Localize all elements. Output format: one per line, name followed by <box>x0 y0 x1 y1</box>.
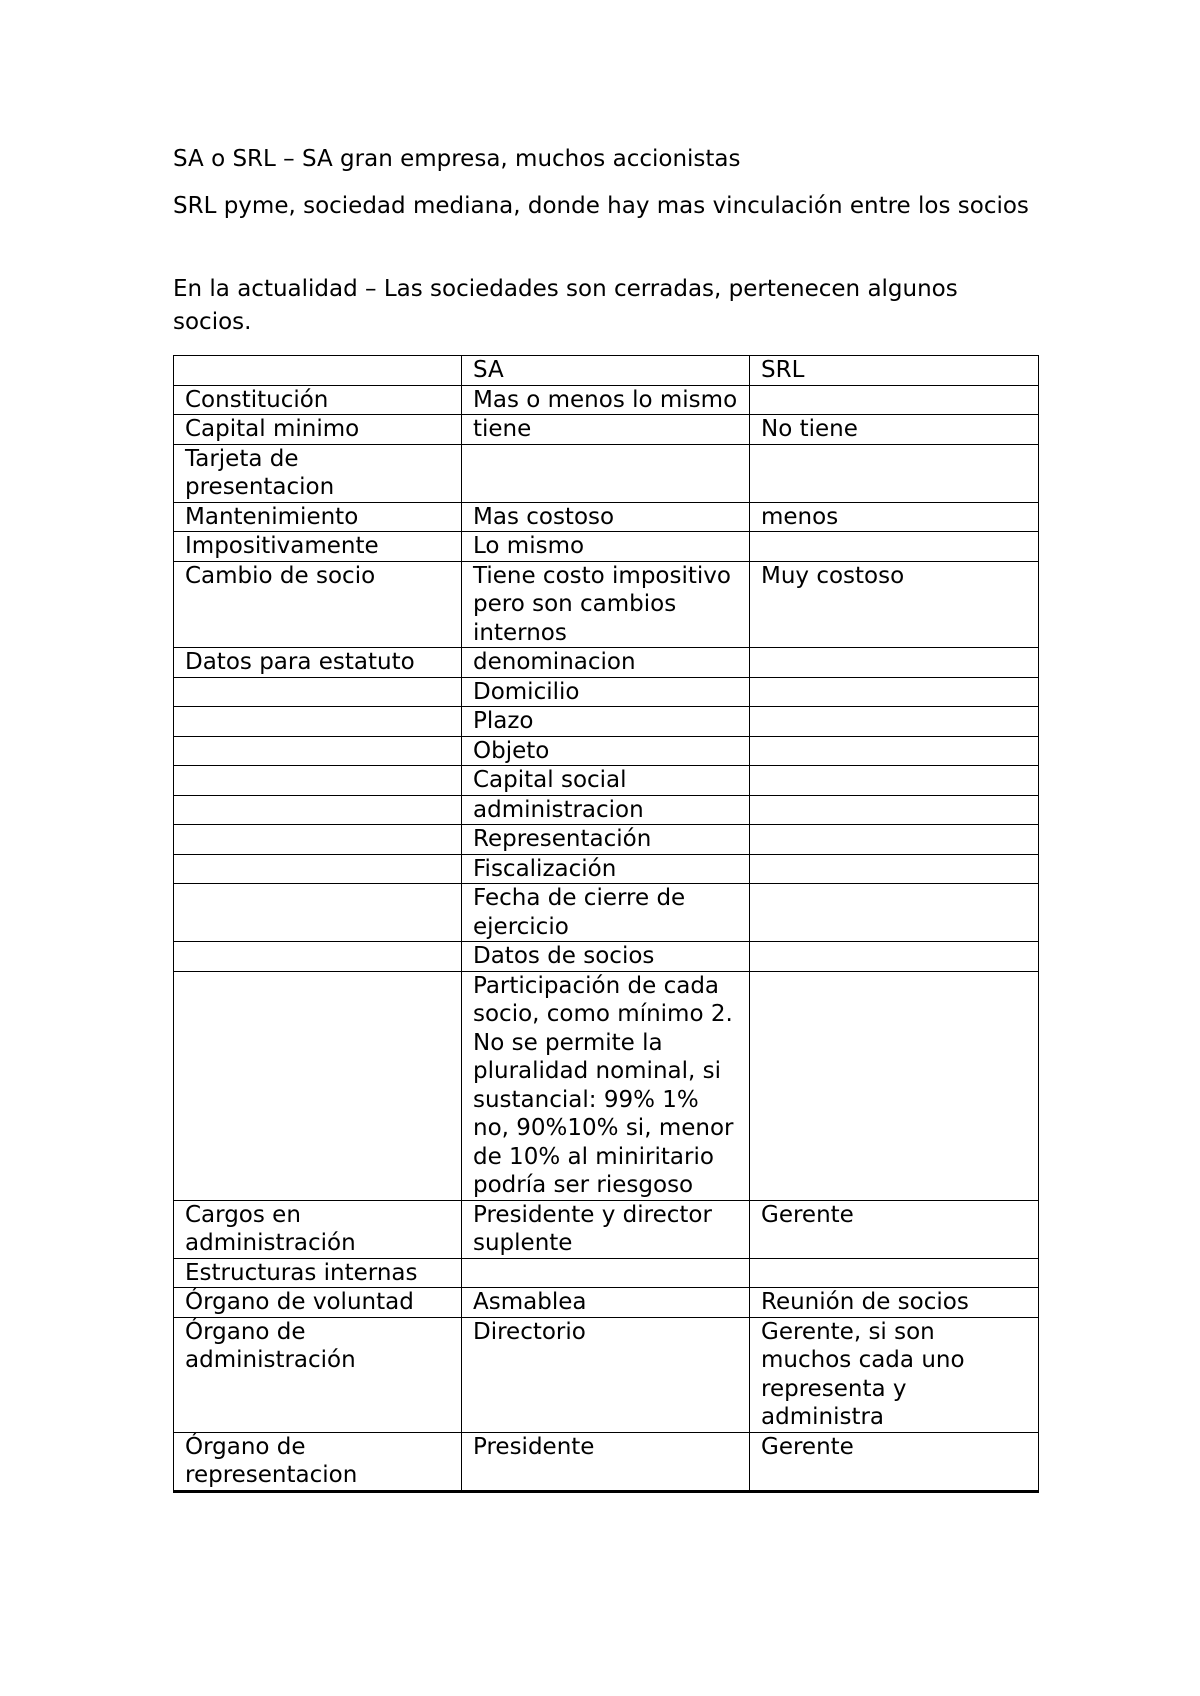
table-header-row <box>174 356 1039 386</box>
row-label-cell: Estructuras internas <box>174 1258 462 1288</box>
sa-cell: Tiene costo impositivo pero son cambios internos <box>462 561 750 648</box>
intro-paragraph-3: En la actualidad – Las sociedades son cerradas, pertenecen algunos socios. <box>173 276 958 335</box>
table-row <box>174 1317 1039 1432</box>
row-label-cell <box>174 825 462 855</box>
sa-cell: denominacion <box>462 648 750 678</box>
srl-cell <box>750 444 1039 502</box>
sa-cell: Capital social <box>462 766 750 796</box>
srl-cell <box>750 532 1039 562</box>
srl-cell <box>750 385 1039 415</box>
sa-cell: Domicilio <box>462 677 750 707</box>
intro-paragraph-2: SRL pyme, sociedad mediana, donde hay mas vinculación entre los socios <box>173 193 1029 219</box>
intro-paragraph-1: SA o SRL – SA gran empresa, muchos accionistas <box>173 146 741 172</box>
srl-cell: Reunión de socios <box>750 1288 1039 1318</box>
row-label-cell <box>174 707 462 737</box>
row-label-cell: Órgano de voluntad <box>174 1288 462 1318</box>
sa-cell: Presidente y director suplente <box>462 1200 750 1258</box>
sa-cell: Directorio <box>462 1317 750 1432</box>
table-row <box>174 648 1039 678</box>
sa-cell: Fiscalización <box>462 854 750 884</box>
table-row <box>174 795 1039 825</box>
row-label-cell: Mantenimiento <box>174 502 462 532</box>
table-row <box>174 502 1039 532</box>
sa-cell <box>462 444 750 502</box>
table-row <box>174 1432 1039 1491</box>
srl-cell: Gerente <box>750 1200 1039 1258</box>
row-label-cell <box>174 884 462 942</box>
sa-cell: Presidente <box>462 1432 750 1491</box>
comparison-table <box>173 355 1039 1493</box>
sa-cell: administracion <box>462 795 750 825</box>
table-row <box>174 736 1039 766</box>
srl-cell <box>750 942 1039 972</box>
row-label-cell: Órgano de representacion <box>174 1432 462 1491</box>
table-row <box>174 444 1039 502</box>
srl-cell <box>750 707 1039 737</box>
table-row <box>174 415 1039 445</box>
table-row <box>174 971 1039 1200</box>
row-label-cell: Capital minimo <box>174 415 462 445</box>
srl-cell: Gerente, si son muchos cada uno representa y administra <box>750 1317 1039 1432</box>
sa-cell: Asmablea <box>462 1288 750 1318</box>
sa-cell: tiene <box>462 415 750 445</box>
row-label-cell: Impositivamente <box>174 532 462 562</box>
sa-cell: Participación de cada socio, como mínimo 2. No se permite la pluralidad nominal, si sustancial: 99% 1% no, 90%10% si, menor de 10% al miniritario podría ser riesgoso <box>462 971 750 1200</box>
srl-cell <box>750 766 1039 796</box>
srl-cell: Gerente <box>750 1432 1039 1491</box>
table-row <box>174 884 1039 942</box>
sa-cell: Mas o menos lo mismo <box>462 385 750 415</box>
row-label-cell: Cambio de socio <box>174 561 462 648</box>
sa-cell: Objeto <box>462 736 750 766</box>
table-row <box>174 385 1039 415</box>
sa-cell: Lo mismo <box>462 532 750 562</box>
row-label-cell: Órgano de administración <box>174 1317 462 1432</box>
row-label-cell <box>174 795 462 825</box>
table-row <box>174 766 1039 796</box>
row-label-cell: Datos para estatuto <box>174 648 462 678</box>
srl-cell <box>750 1258 1039 1288</box>
table-row <box>174 854 1039 884</box>
srl-cell <box>750 854 1039 884</box>
table-row <box>174 1200 1039 1258</box>
srl-cell <box>750 677 1039 707</box>
table-row <box>174 942 1039 972</box>
sa-cell <box>462 1258 750 1288</box>
row-label-cell <box>174 736 462 766</box>
table-row <box>174 825 1039 855</box>
row-label-cell: Tarjeta de presentacion <box>174 444 462 502</box>
row-label-cell: Constitución <box>174 385 462 415</box>
table-row <box>174 561 1039 648</box>
table-row <box>174 707 1039 737</box>
row-label-cell <box>174 677 462 707</box>
srl-cell <box>750 736 1039 766</box>
table-row <box>174 677 1039 707</box>
row-label-cell: Cargos en administración <box>174 1200 462 1258</box>
table-row <box>174 1288 1039 1318</box>
srl-cell: No tiene <box>750 415 1039 445</box>
srl-cell <box>750 884 1039 942</box>
srl-cell: Muy costoso <box>750 561 1039 648</box>
srl-cell <box>750 971 1039 1200</box>
table-row <box>174 532 1039 562</box>
row-label-cell <box>174 971 462 1200</box>
header-cell-sa: SA <box>462 356 750 386</box>
table-row <box>174 1258 1039 1288</box>
srl-cell <box>750 795 1039 825</box>
row-label-cell <box>174 942 462 972</box>
sa-cell: Representación <box>462 825 750 855</box>
sa-cell: Plazo <box>462 707 750 737</box>
header-cell-empty <box>174 356 462 386</box>
srl-cell <box>750 648 1039 678</box>
srl-cell <box>750 825 1039 855</box>
sa-cell: Fecha de cierre de ejercicio <box>462 884 750 942</box>
sa-cell: Datos de socios <box>462 942 750 972</box>
row-label-cell <box>174 854 462 884</box>
srl-cell: menos <box>750 502 1039 532</box>
header-cell-srl: SRL <box>750 356 1039 386</box>
row-label-cell <box>174 766 462 796</box>
sa-cell: Mas costoso <box>462 502 750 532</box>
